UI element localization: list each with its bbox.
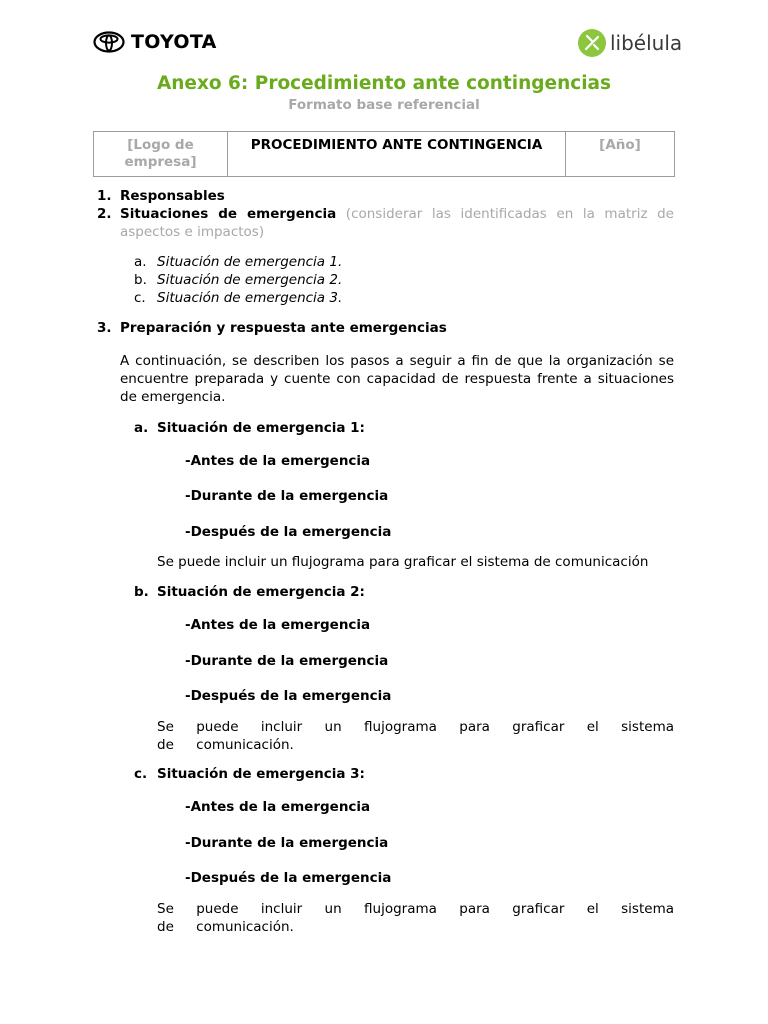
flowchart-note: Se puede incluir un flujograma para graficar el sistema de comunicación	[157, 554, 649, 570]
step-during: -Durante de la emergencia	[185, 488, 389, 504]
section-2-title: Situaciones de emergencia	[120, 206, 337, 222]
flowchart-note: Se puede incluir un flujograma para graficar el sistema de comunicación.	[157, 719, 674, 753]
page-subtitle: Formato base referencial	[288, 97, 480, 113]
subsection-title: Situación de emergencia 3:	[157, 766, 365, 782]
section-3-title: Preparación y respuesta ante emergencias	[120, 320, 447, 336]
section-2-number: 2.	[97, 206, 112, 222]
libelula-wordmark: libélula	[610, 31, 683, 55]
logo-cell: [Logo de empresa]	[94, 132, 228, 177]
section-2-heading	[120, 205, 674, 241]
toyota-wordmark: TOYOTA	[131, 31, 217, 53]
section-3-number: 3.	[97, 320, 112, 336]
step-before: -Antes de la emergencia	[185, 799, 371, 815]
situation-item-marker: a.	[134, 254, 147, 270]
step-during: -Durante de la emergencia	[185, 653, 389, 669]
dragonfly-icon	[577, 28, 607, 58]
situation-item-marker: b.	[134, 272, 147, 288]
procedure-title-cell: PROCEDIMIENTO ANTE CONTINGENCIA	[228, 132, 566, 177]
subsection-marker: b.	[134, 584, 149, 600]
subsection-marker: a.	[134, 420, 149, 436]
page-title: Anexo 6: Procedimiento ante contingencias	[156, 73, 612, 94]
situation-item: Situación de emergencia 2.	[157, 272, 343, 288]
subsection-title: Situación de emergencia 2:	[157, 584, 365, 600]
section-3-intro: A continuación, se describen los pasos a seguir a fin de que la organización se encuentre preparada y cuente con capacidad de respuesta frente a situaciones de emergencia.	[120, 353, 674, 405]
section-1-title: Responsables	[120, 188, 225, 204]
subsection-marker: c.	[134, 766, 148, 782]
step-before: -Antes de la emergencia	[185, 617, 371, 633]
step-after: -Después de la emergencia	[185, 870, 392, 886]
step-after: -Después de la emergencia	[185, 688, 392, 704]
step-after: -Después de la emergencia	[185, 524, 392, 540]
header-table	[93, 131, 675, 177]
toyota-logo	[93, 31, 217, 53]
step-during: -Durante de la emergencia	[185, 835, 389, 851]
section-2-note: (considerar las identificadas en la matriz de aspectos e impactos)	[120, 206, 674, 240]
situation-item: Situación de emergencia 3.	[157, 290, 343, 306]
situation-item: Situación de emergencia 1.	[157, 254, 343, 270]
toyota-emblem-icon	[93, 31, 125, 53]
subsection-title: Situación de emergencia 1:	[157, 420, 365, 436]
step-before: -Antes de la emergencia	[185, 453, 371, 469]
year-cell: [Año]	[566, 132, 675, 177]
section-1-number: 1.	[97, 188, 112, 204]
situation-item-marker: c.	[134, 290, 146, 306]
flowchart-note: Se puede incluir un flujograma para graficar el sistema de comunicación.	[157, 901, 674, 935]
libelula-logo	[577, 28, 682, 58]
